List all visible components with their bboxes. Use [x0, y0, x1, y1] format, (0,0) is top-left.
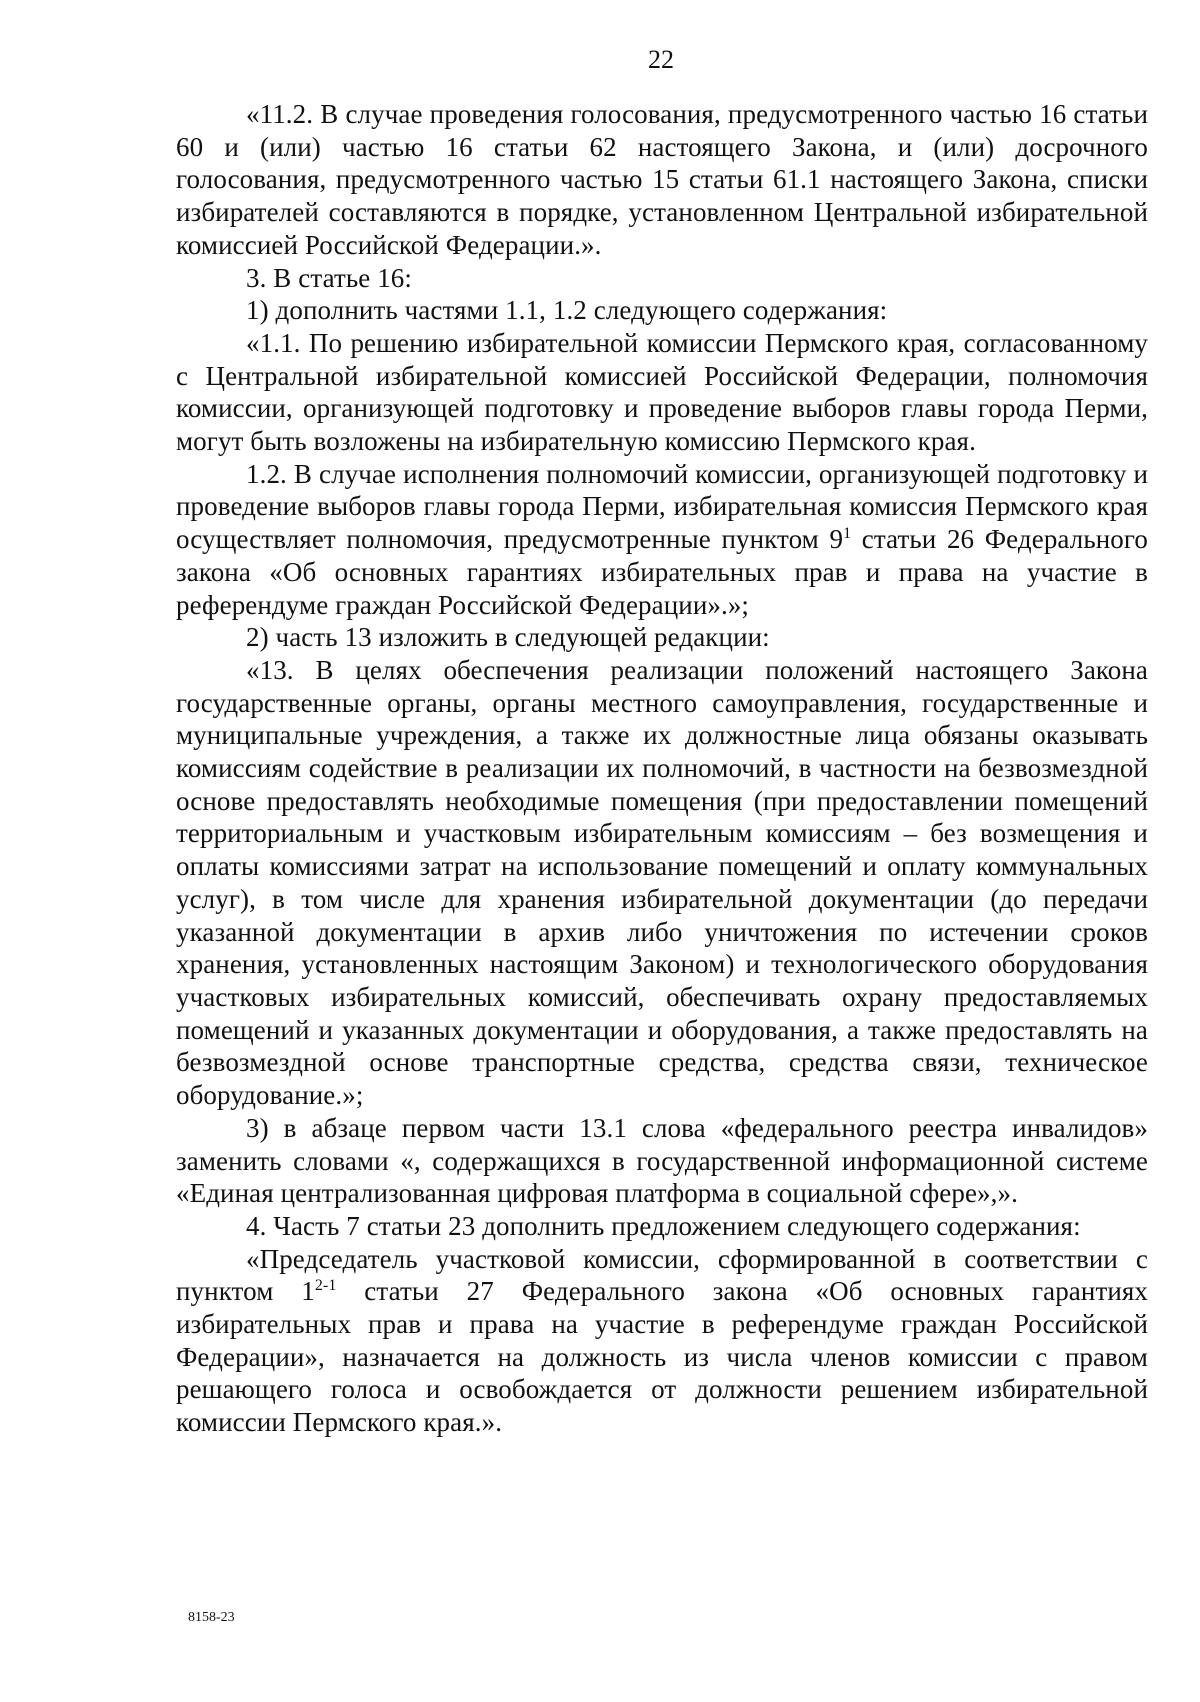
paragraph-part-1-1: «1.1. По решению избирательной комиссии Пермского края, согласованному с Центральной избирательной комиссией Российской Федерации, полномочия комиссии, организующей подготовку и проведение выборов главы города Перми, могут быть возложены на избирательную комиссию Пермского края.	[176, 327, 1148, 457]
superscript-footnote: 1	[843, 525, 852, 543]
paragraph-chairman-text-after: статьи 27 Федерального закона «Об основных гарантиях избирательных прав и права на участие в референдуме граждан Российской Федерации», назначается на должность из числа членов комиссии с правом решающего голоса и освобождается от должности решением избирательной комиссии Пермского края.».	[176, 1276, 1149, 1438]
paragraph-part-1-2	[176, 458, 1148, 622]
paragraph-part-1-2-text-before: 1.2. В случае исполнения полномочий комиссии, организующей подготовку и проведение выборов главы города Перми, избирательная комиссия Пермского края осуществляет полномочия, предусмотренные пунктом 9	[176, 458, 1148, 555]
paragraph-chairman-text-before: «Председатель участковой комиссии, сформированной в соответствии с пунктом 1	[176, 1243, 1148, 1307]
page-number: 22	[648, 45, 674, 74]
paragraph-subitem-1: 1) дополнить частями 1.1, 1.2 следующего содержания:	[246, 295, 888, 326]
superscript-footnote: 2-1	[314, 1277, 337, 1295]
paragraph-subitem-2: 2) часть 13 изложить в следующей редакции:	[246, 622, 770, 653]
paragraph-article-11-2: «11.2. В случае проведения голосования, предусмотренного частью 16 статьи 60 и (или) частью 16 статьи 62 настоящего Закона, и (или) досрочного голосования, предусмотренного частью 15 статьи 61.1 настоящего Закона, списки избирателей составляются в порядке, установленном Центральной избирательной комиссией Российской Федерации.».	[176, 99, 1148, 260]
paragraph-item-4: 4. Часть 7 статьи 23 дополнить предложением следующего содержания:	[246, 1210, 1081, 1241]
document-code: 8158-23	[188, 1610, 235, 1625]
paragraph-subitem-3: 3) в абзаце первом части 13.1 слова «федерального реестра инвалидов» заменить словами «, содержащихся в государственной информационной системе «Единая централизованная цифровая платформа в социальной сфере»,».	[176, 1112, 1148, 1209]
paragraph-part-1-2-text-after: статьи 26 Федерального закона «Об основных гарантиях избирательных прав и права на участие в референдуме граждан Российской Федерации».»;	[176, 524, 1148, 620]
paragraph-chairman	[176, 1243, 1148, 1439]
paragraph-part-13: «13. В целях обеспечения реализации положений настоящего Закона государственные органы, органы местного самоуправления, государственные и муниципальные учреждения, а также их должностные лица обязаны оказывать комиссиям содействие в реализации их полномочий, в частности на безвозмездной основе предоставлять необходимые помещения (при предоставлении помещений территориальным и участковым избирательным комиссиям – без возмещения и оплаты комиссиями затрат на использование помещений и оплату коммунальных услуг), в том числе для хранения избирательной документации (до передачи указанной документации в архив либо уничтожения по истечении сроков хранения, установленных настоящим Законом) и технологического оборудования участковых избирательных комиссий, обеспечивать охрану предоставляемых помещений и указанных документации и оборудования, а также предоставлять на безвозмездной основе транспортные средства, средства связи, техническое оборудование.»;	[176, 654, 1148, 1111]
document-body	[176, 98, 1148, 1439]
paragraph-item-3: 3. В статье 16:	[246, 262, 413, 293]
